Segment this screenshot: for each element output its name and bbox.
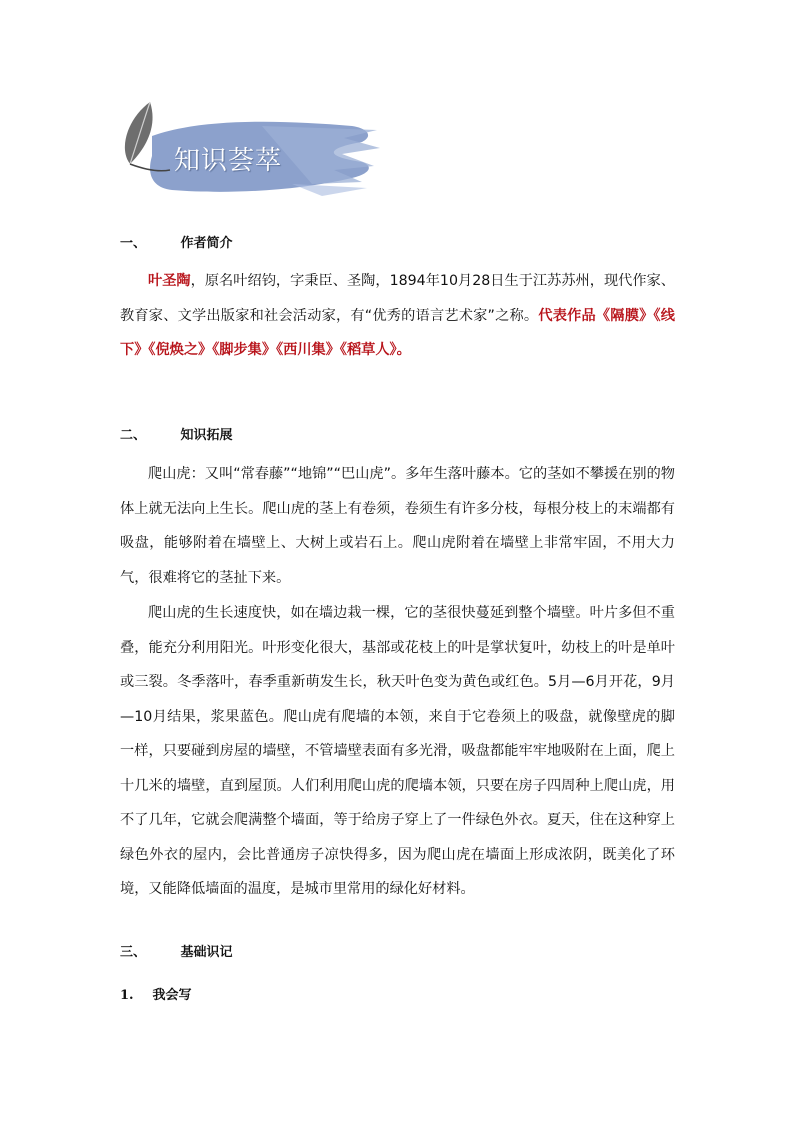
section-title: 作者简介 (180, 236, 233, 251)
subsection-title: 我会写 (152, 988, 192, 1003)
section-heading-basics (120, 941, 233, 960)
subsection-heading-write (120, 984, 192, 1003)
section-heading-author (120, 232, 233, 251)
section-title: 基础识记 (180, 945, 233, 960)
extension-paragraph-2: 爬山虎的生长速度快，如在墙边栽一棵，它的茎很快蔓延到整个墙壁。叶片多但不重叠，能充分利用阳光。叶形变化很大，基部或花枝上的叶是掌状复叶，幼枝上的叶是单叶或三裂。冬季落叶，春季重新萌发生长，秋天叶色变为黄色或红色。5月—6月开花，9月—10月结果，浆果蓝色。爬山虎有爬墙的本领，来自于它卷须上的吸盘，就像壁虎的脚一样，只要碰到房屋的墙壁，不管墙壁表面有多光滑，吸盘都能牢牢地吸附在上面，爬上十几米的墙壁，直到屋顶。人们利用爬山虎的爬墙本领，只要在房子四周种上爬山虎，用不了几年，它就会爬满整个墙面，等于给房子穿上了一件绿色外衣。夏天，住在这种穿上绿色外衣的屋内，会比普通房子凉快得多，因为爬山虎在墙面上形成浓阴，既美化了环境，又能降低墙面的温度，是城市里常用的绿化好材料。 (120, 605, 675, 897)
subsection-number: 1. (120, 988, 134, 1003)
section-number: 二、 (120, 428, 147, 443)
section-title: 知识拓展 (180, 428, 233, 443)
author-works: 代表作品《隔膜》《线下》《倪焕之》《脚步集》《西川集》《稻草人》。 (120, 307, 675, 358)
author-name: 叶圣陶 (148, 273, 191, 289)
author-paragraph (120, 264, 675, 368)
section-number: 三、 (120, 945, 147, 960)
author-bio: ，原名叶绍钧，字秉臣、圣陶，1894年10月28日生于江苏苏州，现代作家、教育家、文学出版家和社会活动家，有“优秀的语言艺术家”之称。 (120, 273, 675, 324)
banner-title: 知识荟萃 (174, 146, 283, 176)
section-heading-extension (120, 424, 233, 443)
extension-paragraph-1: 爬山虎：又叫“常春藤”“地锦”“巴山虎”。多年生落叶藤本。它的茎如不攀援在别的物体上就无法向上生长。爬山虎的茎上有卷须，卷须生有许多分枝，每根分枝上的末端都有吸盘，能够附着在墙壁上、大树上或岩石上。爬山虎附着在墙壁上非常牢固，不用大力气，很难将它的茎扯下来。 (120, 466, 675, 586)
section-number: 一、 (120, 236, 147, 251)
section-banner (112, 96, 382, 206)
